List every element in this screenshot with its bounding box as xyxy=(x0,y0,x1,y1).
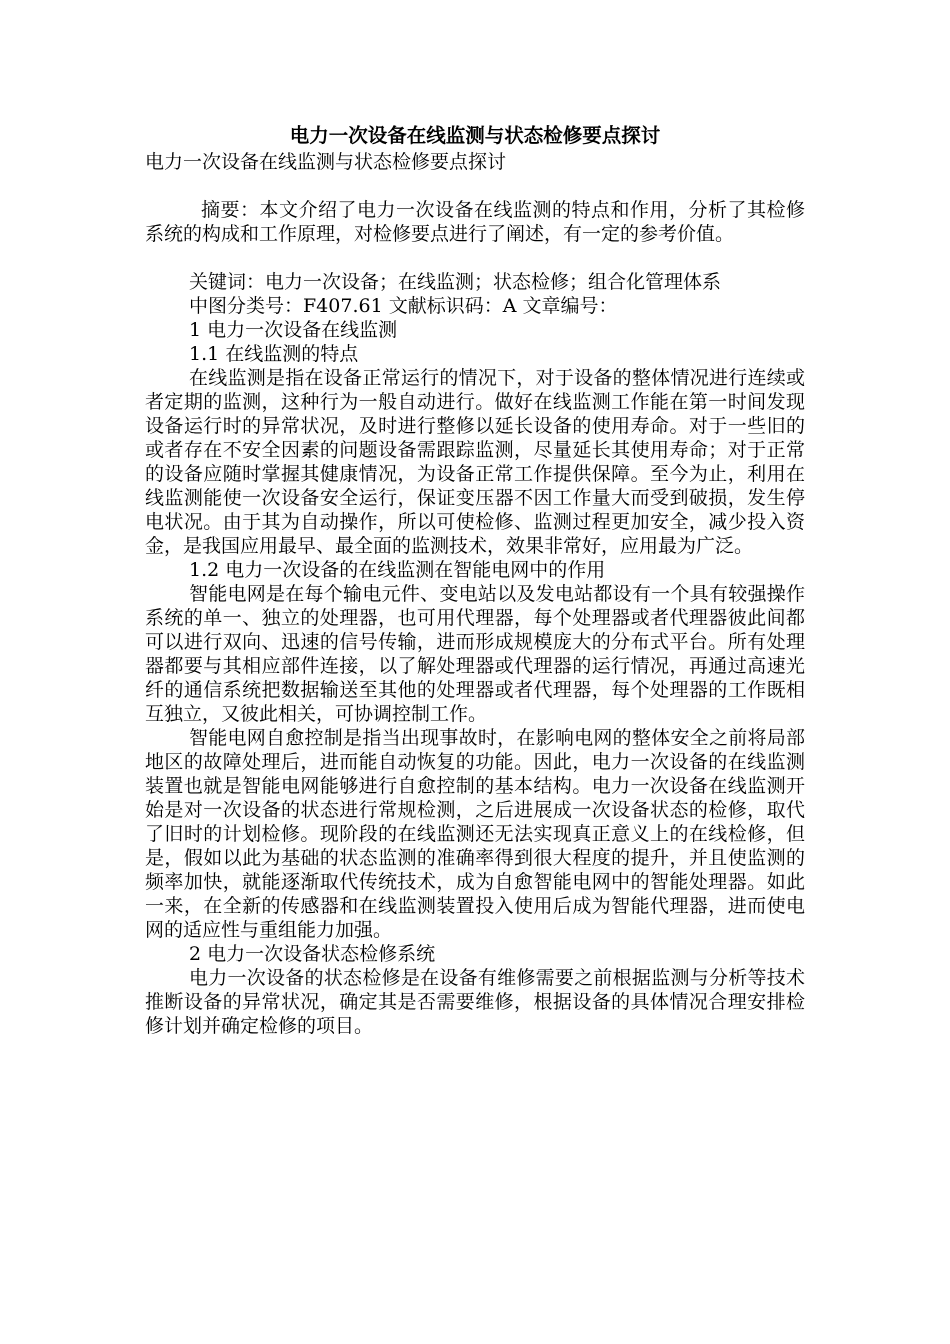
body-paragraph: 智能电网自愈控制是指当出现事故时，在影响电网的整体安全之前将局部地区的故障处理后，进而能自动恢复的功能。因此，电力一次设备的在线监测装置也就是智能电网能够进行自愈控制的基本结构。电力一次设备在线监测开始是对一次设备的状态进行常规检测，之后进展成一次设备状态的检修，取代了旧时的计划检修。现阶段的在线监测还无法实现真正意义上的在线检修，但是，假如以此为基础的状态监测的准确率得到很大程度的提升，并且使监测的频率加快，就能逐渐取代传统技术，成为自愈智能电网中的智能处理器。如此一来，在全新的传感器和在线监测装置投入使用后成为智能代理器，进而使电网的适应性与重组能力加强。 xyxy=(145,727,805,941)
document-subtitle: 电力一次设备在线监测与状态检修要点探讨 xyxy=(145,151,507,173)
body-paragraph: 智能电网是在每个输电元件、变电站以及发电站都设有一个具有较强操作系统的单一、独立的处理器，也可用代理器，每个处理器或者代理器彼此间都可以进行双向、迅速的信号传输，进而形成规模庞大的分布式平台。所有处理器都要与其相应部件连接，以了解处理器或代理器的运行情况，再通过高速光纤的通信系统把数据输送至其他的处理器或者代理器，每个处理器的工作既相互独立，又彼此相关，可协调控制工作。 xyxy=(145,583,805,725)
classification-line: 中图分类号：F407.61 文献标识码：A 文章编号： xyxy=(189,295,618,317)
body-paragraph: 电力一次设备的状态检修是在设备有维修需要之前根据监测与分析等技术推断设备的异常状况，确定其是否需要维修，根据设备的具体情况合理安排检修计划并确定检修的项目。 xyxy=(145,967,805,1037)
document-page xyxy=(145,122,805,1038)
section-heading-1-1: 1.1 在线监测的特点 xyxy=(189,343,359,365)
document-title: 电力一次设备在线监测与状态检修要点探讨 xyxy=(289,124,661,147)
section-heading-1: 1 电力一次设备在线监测 xyxy=(189,319,398,341)
abstract-paragraph: 摘要：本文介绍了电力一次设备在线监测的特点和作用，分析了其检修系统的构成和工作原理，对检修要点进行了阐述，有一定的参考价值。 xyxy=(145,199,805,245)
keywords-paragraph: 关键词：电力一次设备；在线监测；状态检修；组合化管理体系 xyxy=(189,271,722,293)
body-paragraph: 在线监测是指在设备正常运行的情况下，对于设备的整体情况进行连续或者定期的监测，这种行为一般自动进行。做好在线监测工作能在第一时间发现设备运行时的异常状况，及时进行整修以延长设备的使用寿命。对于一些旧的或者存在不安全因素的问题设备需跟踪监测，尽量延长其使用寿命；对于正常的设备应随时掌握其健康情况，为设备正常工作提供保障。至今为止，利用在线监测能使一次设备安全运行，保证变压器不因工作量大而受到破损，发生停电状况。由于其为自动操作，所以可使检修、监测过程更加安全，减少投入资金，是我国应用最早、最全面的监测技术，效果非常好，应用最为广泛。 xyxy=(145,367,805,557)
section-heading-1-2: 1.2 电力一次设备的在线监测在智能电网中的作用 xyxy=(189,559,606,581)
section-heading-2: 2 电力一次设备状态检修系统 xyxy=(189,943,436,965)
